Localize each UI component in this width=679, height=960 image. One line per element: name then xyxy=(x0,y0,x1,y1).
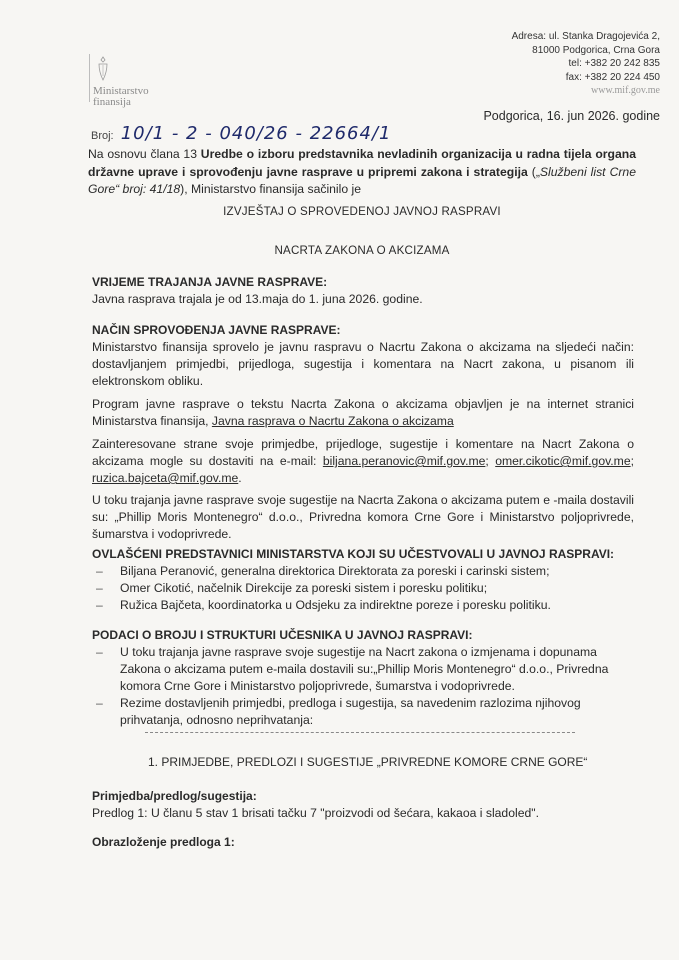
section-1-body xyxy=(92,788,634,822)
program-text: Program javne rasprave o tekstu Nacrta Zakona o akcizama objavljen je na internet stranici Ministarstva finansija, xyxy=(92,397,634,428)
reference-number xyxy=(91,125,391,145)
method-section xyxy=(92,322,634,390)
email-separator-2: ; xyxy=(630,454,634,468)
list-item xyxy=(92,563,634,580)
document-date: Podgorica, 16. jun 2026. godine xyxy=(483,109,660,123)
dash-bullet-icon: – xyxy=(96,564,103,578)
intro-gazette-ref: Službeni list Crne Gore“ broj: 41/18 xyxy=(88,164,636,196)
ministry-name-line1: Ministarstvo xyxy=(93,85,149,97)
address-tel: tel: +382 20 242 835 xyxy=(568,58,660,69)
list-item xyxy=(92,580,634,597)
representative-cikotic: Omer Cikotić, načelnik Direkcije za poreski sistem i poresku politiku; xyxy=(120,581,488,595)
representatives-section xyxy=(92,546,634,614)
dash-bullet-icon: – xyxy=(96,598,103,612)
reference-handwritten-value: 10/1 - 2 - 040/26 - 22664/1 xyxy=(120,123,392,144)
participants-heading: PODACI O BROJU I STRUKTURI UČESNIKA U JAVNOJ RASPRAVI: xyxy=(92,628,473,642)
address-city: 81000 Podgorica, Crna Gora xyxy=(532,44,660,56)
participants-section xyxy=(92,627,634,729)
dash-bullet-icon: – xyxy=(96,581,103,595)
email-end: . xyxy=(238,471,242,485)
representatives-heading: OVLAŠĆENI PREDSTAVNICI MINISTARSTVA KOJI SU UČESTVOVALI U JAVNOJ RASPRAVI: xyxy=(92,547,615,561)
list-item xyxy=(92,644,634,695)
email-link-peranovic[interactable]: biljana.peranovic@mif.gov.me xyxy=(322,454,486,468)
dash-bullet-icon: – xyxy=(96,696,103,710)
list-item xyxy=(92,597,634,614)
email-link-bajceta[interactable]: ruzica.bajceta@mif.gov.me xyxy=(92,471,239,485)
logo-divider xyxy=(89,54,90,102)
address-fax: fax: +382 20 224 450 xyxy=(565,71,660,83)
proposal-1-text: Predlog 1: U članu 5 stav 1 brisati tačku 7 "proizvodi od šećara, kakaoa i sladoled". xyxy=(92,806,539,820)
ministry-logo xyxy=(86,50,166,110)
representative-peranovic: Biljana Peranović, generalna direktorica Direktorata za poreski i carinski sistem; xyxy=(120,564,550,578)
duration-section xyxy=(92,274,634,308)
section-1-title: 1. PRIMJEDBE, PREDLOZI I SUGESTIJE „PRIVREDNE KOMORE CRNE GORE“ xyxy=(148,755,588,769)
rationale-label: Obrazloženje predloga 1: xyxy=(92,835,235,849)
email-intro-text: Zainteresovane strane svoje primjedbe, prijedloge, sugestije i komentare na Nacrt Zakona o akcizama mogle su dostaviti na e-mail: xyxy=(92,437,634,468)
section-1-rationale xyxy=(92,834,634,851)
reference-label: Broj: xyxy=(91,130,114,142)
participants-text: U toku trajanja javne rasprave svoje sugestije na Nacrt zakona o izmjenama i dopunama Zakona o akcizama putem e-maila dostavili su:„Phillip Moris Montenegro“ d.o.o., Privredna komora Crne Gore i Ministarstvo poljoprivrede, šumarstva i vodoprivrede. xyxy=(120,645,609,693)
method-paragraph-1: Ministarstvo finansija sprovelo je javnu raspravu o Nacrtu Zakona o akcizama na sljedeći način: dostavljanjem primjedbi, prijedloga, sugestija i komentara na Nacrt zakona, u pisanom ili elektronskom obliku. xyxy=(92,340,634,388)
representative-bajceta: Ružica Bajčeta, koordinatorka u Odsjeku za indirektne poreze i poresku politiku. xyxy=(120,598,551,612)
duration-text: Javna rasprava trajala je od 13.maja do 1. juna 2026. godine. xyxy=(92,292,423,306)
address-block xyxy=(430,30,660,98)
proposal-label: Primjedba/predlog/sugestija: xyxy=(92,789,257,803)
method-paragraph-4: U toku trajanja javne rasprave svoje sugestije na Nacrta Zakona o akcizama putem e -maila dostavili su: „Phillip Moris Montenegro“ d.o.o., Privredna komora Crne Gore i Ministarstvo poljoprivrede, šumarstva i vodoprivrede. xyxy=(92,493,634,541)
email-link-cikotic[interactable]: omer.cikotic@mif.gov.me xyxy=(495,454,631,468)
method-paragraph-3 xyxy=(92,436,634,487)
method-paragraph-2 xyxy=(92,396,634,430)
ministry-name-line2: finansija xyxy=(93,96,131,108)
coat-of-arms-icon xyxy=(96,56,110,82)
dashed-separator xyxy=(145,732,575,733)
intro-text-3: ), Ministarstvo finansija sačinilo je xyxy=(180,182,361,196)
summary-text: Rezime dostavljenih primjedbi, predloga i sugestija, sa navedenim razlozima njihovog prihvatanja, odnosno neprihvatanja: xyxy=(120,696,581,727)
intro-regulation-name: Uredbe o izboru predstavnika nevladinih organizacija u radna tijela organa državne uprave i sprovođenju javne rasprave u pripremi zakona i strategija xyxy=(88,147,636,179)
duration-heading: VRIJEME TRAJANJA JAVNE RASPRAVE: xyxy=(92,275,328,289)
report-title: IZVJEŠTAJ O SPROVEDENOJ JAVNOJ RASPRAVI xyxy=(223,205,501,218)
dash-bullet-icon: – xyxy=(96,645,103,659)
address-web: www.mif.gov.me xyxy=(591,85,660,96)
list-item xyxy=(92,695,634,729)
public-debate-link[interactable]: Javna rasprava o Nacrtu Zakona o akcizama xyxy=(211,414,454,428)
intro-text-1: Na osnovu člana 13 xyxy=(88,147,201,161)
intro-paragraph xyxy=(88,146,636,199)
address-street: Adresa: ul. Stanka Dragojevića 2, xyxy=(511,31,660,42)
report-subtitle: NACRTA ZAKONA O AKCIZAMA xyxy=(274,244,450,257)
email-separator-1: ; xyxy=(485,454,496,468)
method-heading: NAČIN SPROVOĐENJA JAVNE RASPRAVE: xyxy=(92,323,341,337)
intro-text-2: („ xyxy=(527,164,540,179)
